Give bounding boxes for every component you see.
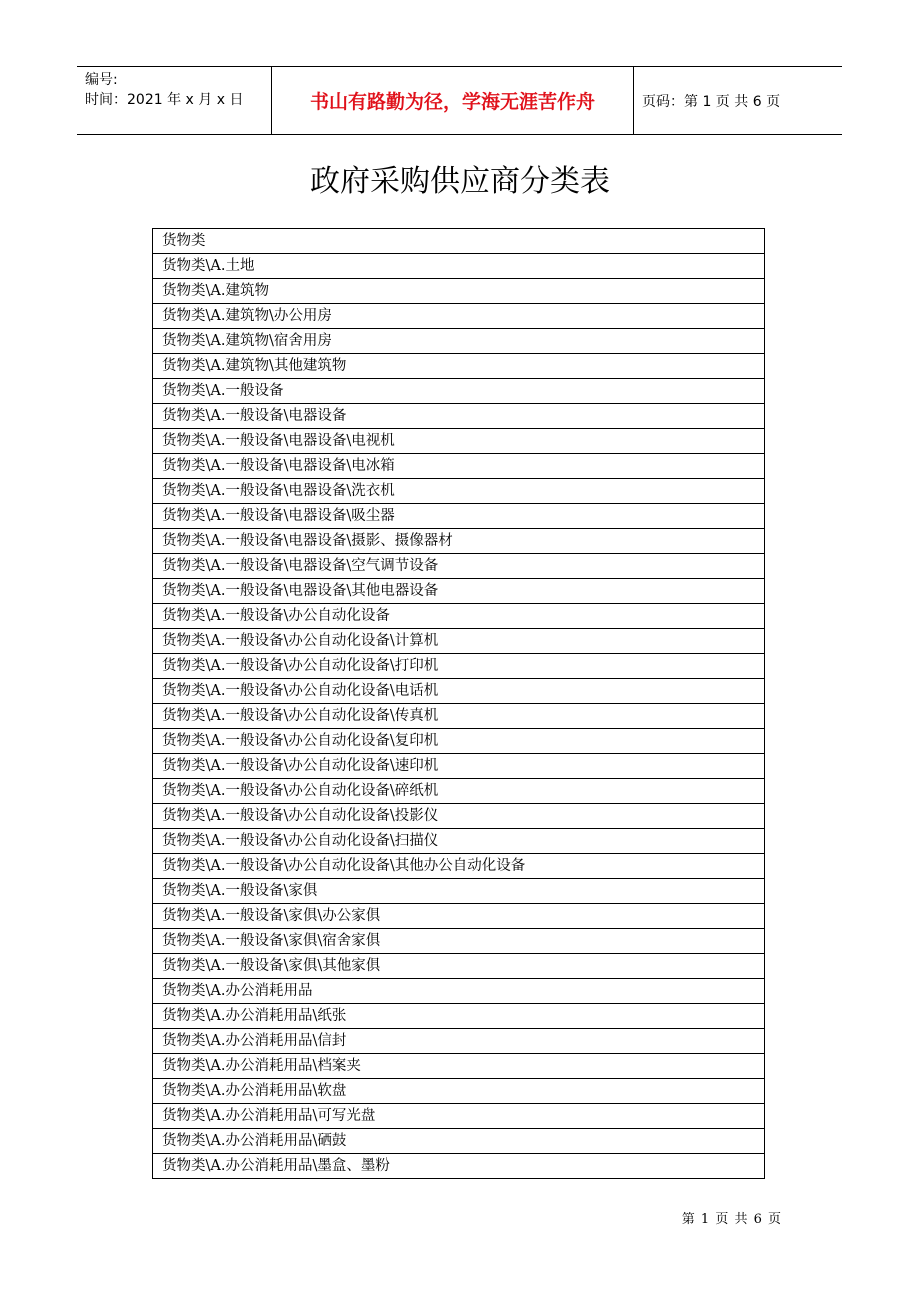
category-cell: 货物类\A.一般设备\办公自动化设备\计算机 [153, 629, 765, 654]
table-row [153, 279, 765, 304]
category-cell: 货物类\A.一般设备\电器设备\摄影、摄像器材 [153, 529, 765, 554]
category-cell: 货物类\A.办公消耗用品\硒鼓 [153, 1129, 765, 1154]
table-row [153, 429, 765, 454]
table-row [153, 254, 765, 279]
table-row [153, 479, 765, 504]
header-meta [77, 67, 272, 134]
category-table [152, 228, 765, 1179]
category-cell: 货物类\A.一般设备\办公自动化设备\扫描仪 [153, 829, 765, 854]
table-row [153, 854, 765, 879]
table-row [153, 679, 765, 704]
category-cell: 货物类\A.一般设备\办公自动化设备\速印机 [153, 754, 765, 779]
table-row [153, 879, 765, 904]
table-row [153, 804, 765, 829]
table-row [153, 1129, 765, 1154]
table-row [153, 779, 765, 804]
table-row [153, 454, 765, 479]
category-cell: 货物类\A.建筑物\办公用房 [153, 304, 765, 329]
category-cell: 货物类\A.办公消耗用品\档案夹 [153, 1054, 765, 1079]
category-cell: 货物类\A.办公消耗用品\可写光盘 [153, 1104, 765, 1129]
table-row [153, 929, 765, 954]
category-cell: 货物类\A.办公消耗用品 [153, 979, 765, 1004]
category-cell: 货物类\A.一般设备\电器设备\电冰箱 [153, 454, 765, 479]
table-row [153, 954, 765, 979]
category-cell: 货物类\A.办公消耗用品\软盘 [153, 1079, 765, 1104]
category-cell: 货物类\A.建筑物\宿舍用房 [153, 329, 765, 354]
table-row [153, 329, 765, 354]
category-cell: 货物类\A.一般设备\办公自动化设备\电话机 [153, 679, 765, 704]
table-row [153, 379, 765, 404]
document-date: 时间：2021 年 x 月 x 日 [85, 92, 244, 108]
document-number-label: 编号: [85, 72, 118, 88]
category-cell: 货物类\A.办公消耗用品\墨盒、墨粉 [153, 1154, 765, 1179]
table-row [153, 1004, 765, 1029]
category-cell: 货物类\A.建筑物\其他建筑物 [153, 354, 765, 379]
table-row [153, 629, 765, 654]
header-motto: 书山有路勤为径，学海无涯苦作舟 [272, 67, 634, 134]
category-cell: 货物类\A.一般设备\电器设备\空气调节设备 [153, 554, 765, 579]
category-cell: 货物类\A.一般设备\家俱 [153, 879, 765, 904]
table-row [153, 1104, 765, 1129]
category-cell: 货物类\A.一般设备\家俱\办公家俱 [153, 904, 765, 929]
category-cell: 货物类\A.一般设备\办公自动化设备 [153, 604, 765, 629]
category-cell: 货物类\A.办公消耗用品\信封 [153, 1029, 765, 1054]
table-row [153, 229, 765, 254]
category-cell: 货物类\A.土地 [153, 254, 765, 279]
table-row [153, 354, 765, 379]
category-cell: 货物类\A.一般设备\办公自动化设备\复印机 [153, 729, 765, 754]
table-row [153, 554, 765, 579]
table-row [153, 1079, 765, 1104]
table-row [153, 604, 765, 629]
category-cell: 货物类\A.一般设备\办公自动化设备\传真机 [153, 704, 765, 729]
category-cell: 货物类\A.办公消耗用品\纸张 [153, 1004, 765, 1029]
category-cell: 货物类\A.建筑物 [153, 279, 765, 304]
table-row [153, 654, 765, 679]
category-cell: 货物类\A.一般设备\家俱\其他家俱 [153, 954, 765, 979]
table-row [153, 1154, 765, 1179]
page-header [77, 66, 842, 135]
table-row [153, 829, 765, 854]
category-cell: 货物类\A.一般设备\电器设备\吸尘器 [153, 504, 765, 529]
category-cell: 货物类\A.一般设备 [153, 379, 765, 404]
category-cell: 货物类 [153, 229, 765, 254]
category-cell: 货物类\A.一般设备\家俱\宿舍家俱 [153, 929, 765, 954]
category-cell: 货物类\A.一般设备\电器设备\洗衣机 [153, 479, 765, 504]
table-row [153, 504, 765, 529]
document-title: 政府采购供应商分类表 [310, 164, 610, 199]
category-cell: 货物类\A.一般设备\办公自动化设备\碎纸机 [153, 779, 765, 804]
table-row [153, 729, 765, 754]
category-cell: 货物类\A.一般设备\电器设备 [153, 404, 765, 429]
category-cell: 货物类\A.一般设备\电器设备\电视机 [153, 429, 765, 454]
category-cell: 货物类\A.一般设备\办公自动化设备\打印机 [153, 654, 765, 679]
table-row [153, 704, 765, 729]
category-table-body [153, 229, 765, 1179]
table-row [153, 529, 765, 554]
category-cell: 货物类\A.一般设备\办公自动化设备\其他办公自动化设备 [153, 854, 765, 879]
table-row [153, 1054, 765, 1079]
category-cell: 货物类\A.一般设备\办公自动化设备\投影仪 [153, 804, 765, 829]
table-row [153, 979, 765, 1004]
table-row [153, 304, 765, 329]
header-page-info: 页码：第 1 页 共 6 页 [642, 93, 781, 110]
category-cell: 货物类\A.一般设备\电器设备\其他电器设备 [153, 579, 765, 604]
table-row [153, 1029, 765, 1054]
table-row [153, 904, 765, 929]
table-row [153, 754, 765, 779]
page-footer: 第 1 页 共 6 页 [681, 1212, 782, 1227]
table-row [153, 579, 765, 604]
table-row [153, 404, 765, 429]
